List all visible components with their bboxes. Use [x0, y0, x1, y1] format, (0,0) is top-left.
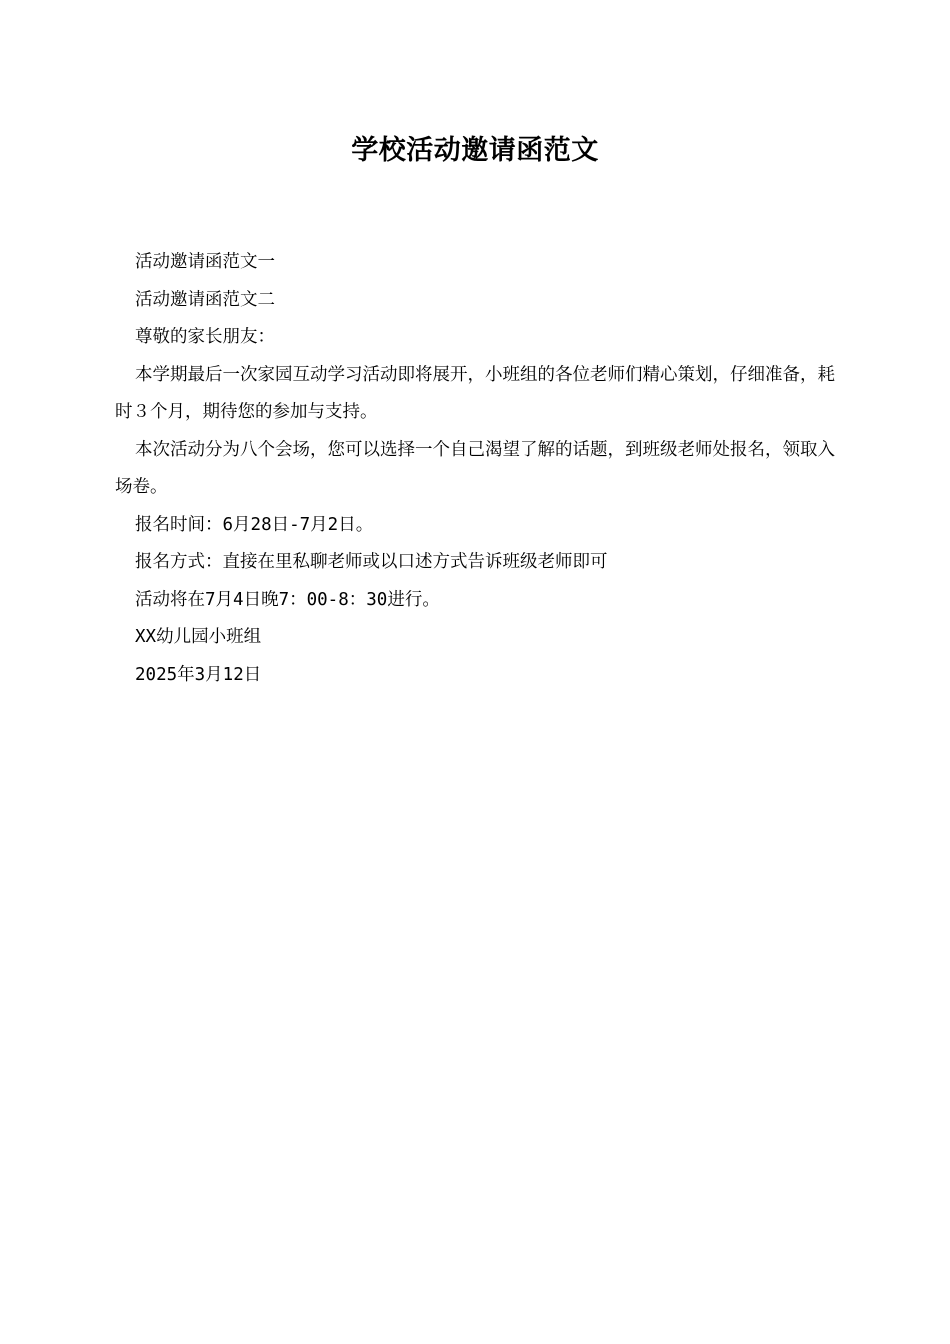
- paragraph-signup-method: 报名方式：直接在里私聊老师或以口述方式告诉班级老师即可: [135, 552, 608, 572]
- document-body: [115, 244, 850, 694]
- paragraph-salutation: 尊敬的家长朋友：: [135, 327, 275, 347]
- paragraph-intro: 本学期最后一次家园互动学习活动即将展开，小班组的各位老师们精心策划，仔细准备，耗时３个月，期待您的参加与支持。: [115, 364, 835, 422]
- paragraph-sample-two: 活动邀请函范文二: [135, 289, 275, 310]
- paragraph-sample-one: 活动邀请函范文一: [135, 252, 275, 272]
- paragraph-signature: XX幼儿园小班组: [135, 627, 262, 647]
- paragraph-event-time: 活动将在7月4日晚7：00-8：30进行。: [135, 589, 440, 610]
- paragraph-venues: 本次活动分为八个会场，您可以选择一个自己渴望了解的话题，到班级老师处报名，领取入场卷。: [115, 439, 835, 497]
- document-title: 学校活动邀请函范文: [351, 135, 599, 166]
- paragraph-date: 2025年3月12日: [135, 664, 262, 685]
- paragraph-signup-time: 报名时间：6月28日-7月2日。: [135, 514, 374, 535]
